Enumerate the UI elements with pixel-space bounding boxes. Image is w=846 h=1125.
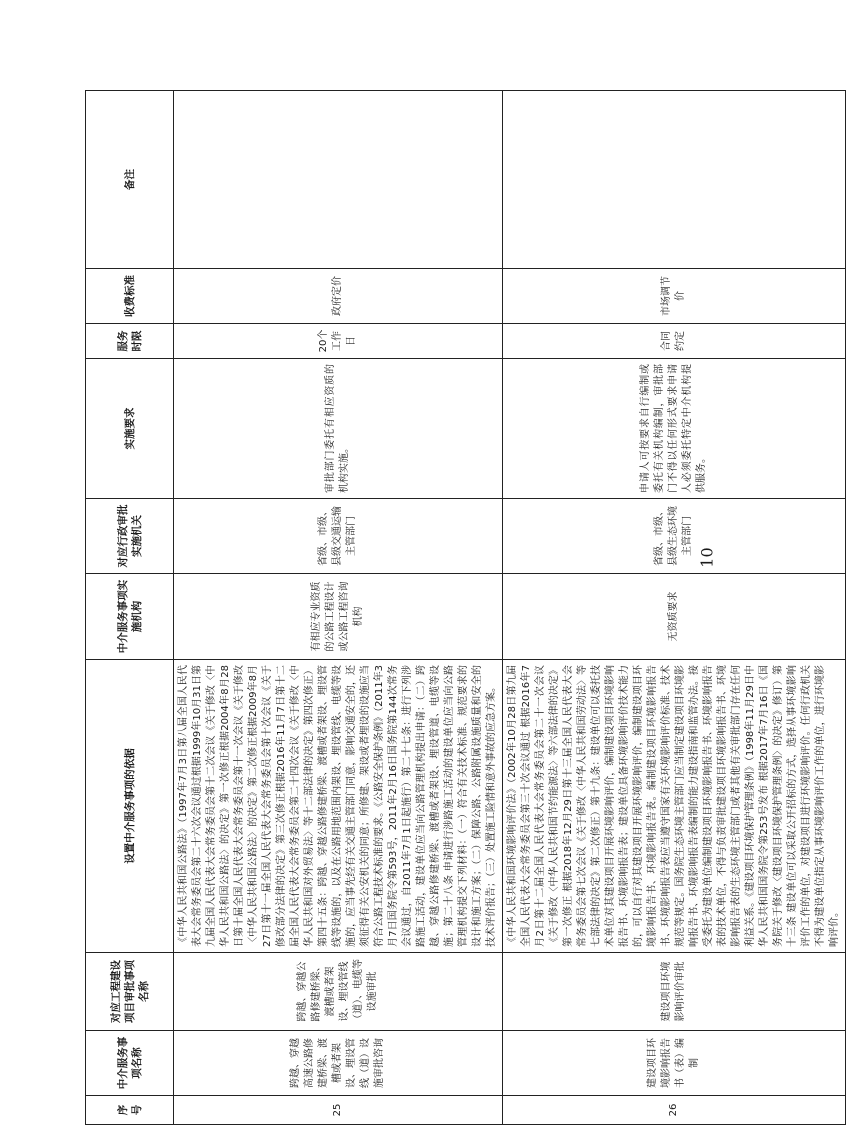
header-dept: 对应行政审批实施机关	[86, 499, 174, 574]
table-row	[174, 91, 503, 1125]
row-dept: 省级、市级、县级生态环境主管部门	[503, 499, 846, 574]
row-approval-item: 跨越、穿越公路修建桥梁、渡槽或者架设、埋设管线（道）、电缆等设施审批	[174, 953, 503, 1031]
header-approval-item: 对应工程建设项目审批事项名称	[86, 953, 174, 1031]
row-basis: 《中华人民共和国公路法》（1997年7月3日第八届全国人民代表大会常务委员会第二十六次会议通过根据1999年10月31日第九届全国人民代表大会常务委员会第十二次会议《关于修改〈中华人民共和国公路法〉的决定》第一次修正根据2004年8月28日第十届全国人民代表大会常务委员会第十一次会议《关于修改〈中华人民共和国公路法〉的决定》第二次修正根据2009年8月27日第十一届全国人民代表大会常务委员会第十次会议《关于修改部分法律的决定》第三次修正根据2016年11月7日第十二届全国人民代表大会常务委员会第二十四次会议《关于修改〈中华人民共和国对外贸易法〉等十二部法律的决定》第四次修正）第四十五条：跨越、穿越公路修建桥梁、渡槽或者架设、埋设管线等设施的，以及在公路用地范围内架设、埋设管线、电缆等设施的，应当事先经有关交通主管部门同意，影响交通安全的，还须征得有关公安机关的同意；所修建、架设或者埋设的设施应当符合公路工程技术标准的要求。《公路安全保护条例》（2011年3月7日国务院令第593号，2011年2月16日国务院第144次常务会议通过，自2011年7月1日起施行）第二十七条：进行下列涉路施工活动，建设单位应当向公路管理机构提出申请：（二）跨越、穿越公路修建桥梁、渡槽或者架设、埋设管道、电缆等设施；第二十八条 申请进行涉路施工活动的建设单位应当向公路管理机构提交下列材料：（一）符合有关技术标准、规范要求的设计和施工方案；（二）保障公路、公路附属设施质量和安全的技术评价报告；（三）处置施工险情和意外事故的应急方案。	[174, 660, 503, 953]
row-agency: 无资质要求	[503, 574, 846, 660]
row-time-limit: 合同约定	[503, 324, 846, 359]
header-service-name: 中介服务事项名称	[86, 1031, 174, 1096]
row-service-name: 跨越、穿越高速公路修建桥梁、渡槽或者架设、埋设管线（道）设施审批咨询	[174, 1031, 503, 1096]
header-fee: 收费标准	[86, 269, 174, 324]
row-service-name: 建设项目环境影响报告书（表）编制	[503, 1031, 846, 1096]
row-agency: 有相应专业资质的公路工程设计或公路工程咨询机构	[174, 574, 503, 660]
header-time-limit: 服务时限	[86, 324, 174, 359]
row-time-limit: 20个工作日	[174, 324, 503, 359]
row-requirements: 申请人可按要求自行编制或委托有关机构编制，审批部门不得以任何形式要求申请人必须委托特定中介机构提供服务。	[503, 359, 846, 499]
row-seq: 25	[174, 1096, 503, 1125]
table-header-row	[86, 91, 174, 1125]
header-basis: 设置中介服务事项的依据	[86, 660, 174, 953]
row-requirements: 审批部门委托有相应资质的机构实施。	[174, 359, 503, 499]
row-fee: 政府定价	[174, 269, 503, 324]
header-remark: 备注	[86, 91, 174, 269]
row-basis: 《中华人民共和国环境影响评价法》（2002年10月28日第九届全国人民代表大会常务委员会第三十次会议通过 根据2016年7月2日第十二届全国人民代表大会常务委员会第二十一次会议《关于修改〈中华人民共和国节约能源法〉等六部法律的决定》第一次修正 根据2018年12月29日第十三届全国人民代表大会常务委员会第七次会议《关于修改〈中华人民共和国劳动法〉等七部法律的决定》第二次修正）第十九条：建设单位可以委托技术单位对其建设项目开展环境影响评价，编制建设项目环境影响报告书、环境影响报告表；建设单位具备环境影响评价技术能力的，可以自行对其建设项目开展环境影响评价，编制建设项目环境影响报告书、环境影响报告表。编制建设项目环境影响报告书、环境影响报告表应当遵守国家有关环境影响评价标准、技术规范等规定。国务院生态环境主管部门应当制定建设项目环境影响报告书、环境影响报告表编制的能力建设指南和监管办法。接受委托为建设单位编制建设项目环境影响报告书、环境影响报告表的技术单位，不得与负责审批建设项目环境影响报告书、环境影响报告表的生态环境主管部门或者其他有关审批部门存在任何利益关系。《建设项目环境保护管理条例》（1998年11月29日中华人民共和国国务院令第253号发布 根据2017年7月16日《国务院关于修改〈建设项目环境保护管理条例〉的决定》修订）第十三条 建设单位可以采取公开招标的方式，选择从事环境影响评价工作的单位，对建设项目进行环境影响评价。任何行政机关不得为建设单位指定从事环境影响评价工作的单位，进行环境影响评价。	[503, 660, 846, 953]
row-seq: 26	[503, 1096, 846, 1125]
rotated-table-page	[85, 91, 840, 1125]
row-remark	[503, 91, 846, 269]
header-seq: 序号	[86, 1096, 174, 1125]
row-approval-item: 建设项目环境影响评价审批	[503, 953, 846, 1031]
intermediary-services-table	[85, 90, 846, 1125]
page-number: 10	[697, 547, 717, 568]
header-agency: 中介服务事项实施机构	[86, 574, 174, 660]
table-row	[503, 91, 846, 1125]
row-remark	[174, 91, 503, 269]
header-requirements: 实施要求	[86, 359, 174, 499]
row-dept: 省级、市级、县级交通运输主管部门	[174, 499, 503, 574]
row-fee: 市场调节价	[503, 269, 846, 324]
